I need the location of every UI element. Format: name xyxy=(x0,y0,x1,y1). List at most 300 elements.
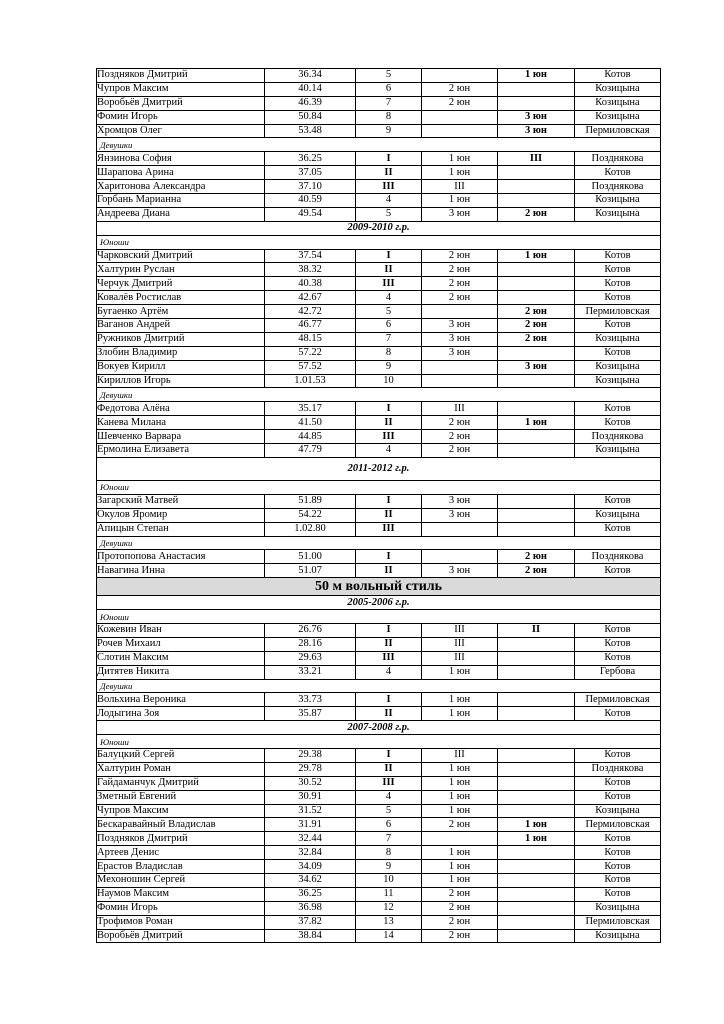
athlete-name: Ермолина Елизавета xyxy=(97,444,265,458)
place: II xyxy=(356,166,422,180)
awarded-rank xyxy=(498,790,575,804)
place: 9 xyxy=(356,860,422,874)
athlete-name: Ерастов Владислав xyxy=(97,860,265,874)
previous-rank xyxy=(422,360,498,374)
athlete-name: Чупров Максим xyxy=(97,82,265,96)
gender-group-row xyxy=(97,536,661,550)
awarded-rank xyxy=(498,374,575,388)
result-time: 46.77 xyxy=(265,319,356,333)
athlete-name: Кожевин Иван xyxy=(97,623,265,637)
coach-name: Козицына xyxy=(575,360,661,374)
gender-group-row xyxy=(97,679,661,693)
result-time: 32.44 xyxy=(265,832,356,846)
place: 4 xyxy=(356,665,422,679)
coach-name: Котов xyxy=(575,707,661,721)
athlete-name: Федотова Алёна xyxy=(97,402,265,416)
result-row xyxy=(97,665,661,679)
place: 4 xyxy=(356,790,422,804)
previous-rank: 1 юн xyxy=(422,194,498,208)
place: I xyxy=(356,494,422,508)
athlete-name: Зметный Евгений xyxy=(97,790,265,804)
previous-rank: 2 юн xyxy=(422,444,498,458)
previous-rank: 1 юн xyxy=(422,665,498,679)
result-row xyxy=(97,564,661,578)
awarded-rank: 1 юн xyxy=(498,832,575,846)
result-row xyxy=(97,166,661,180)
coach-name: Котов xyxy=(575,402,661,416)
place: 10 xyxy=(356,374,422,388)
previous-rank: 2 юн xyxy=(422,416,498,430)
awarded-rank xyxy=(498,665,575,679)
result-row xyxy=(97,522,661,536)
previous-rank: 2 юн xyxy=(422,901,498,915)
place: 8 xyxy=(356,110,422,124)
results-table-body xyxy=(97,69,661,943)
birth-year-label: 2011-2012 г.р. xyxy=(97,457,661,480)
place: 6 xyxy=(356,82,422,96)
result-time: 41.50 xyxy=(265,416,356,430)
athlete-name: Чупров Максим xyxy=(97,804,265,818)
coach-name: Котов xyxy=(575,166,661,180)
result-time: 47.79 xyxy=(265,444,356,458)
previous-rank: 1 юн xyxy=(422,707,498,721)
result-time: 44.85 xyxy=(265,430,356,444)
result-time: 46.39 xyxy=(265,96,356,110)
awarded-rank xyxy=(498,846,575,860)
result-row xyxy=(97,846,661,860)
athlete-name: Фомин Игорь xyxy=(97,901,265,915)
result-row xyxy=(97,305,661,319)
coach-name: Котов xyxy=(575,846,661,860)
coach-name: Котов xyxy=(575,249,661,263)
result-row xyxy=(97,263,661,277)
coach-name: Котов xyxy=(575,790,661,804)
awarded-rank: 3 юн xyxy=(498,124,575,138)
previous-rank: 2 юн xyxy=(422,277,498,291)
coach-name: Гербова xyxy=(575,665,661,679)
birth-year-label: 2005-2006 г.р. xyxy=(97,596,661,610)
athlete-name: Вокуев Кирилл xyxy=(97,360,265,374)
place: 9 xyxy=(356,124,422,138)
coach-name: Котов xyxy=(575,416,661,430)
athlete-name: Бескаравайный Владислав xyxy=(97,818,265,832)
place: 5 xyxy=(356,804,422,818)
coach-name: Козицына xyxy=(575,444,661,458)
previous-rank: 2 юн xyxy=(422,915,498,929)
gender-group-row xyxy=(97,480,661,494)
previous-rank: 3 юн xyxy=(422,346,498,360)
result-time: 40.14 xyxy=(265,82,356,96)
result-row xyxy=(97,110,661,124)
previous-rank: III xyxy=(422,623,498,637)
place: III xyxy=(356,430,422,444)
result-row xyxy=(97,277,661,291)
awarded-rank xyxy=(498,901,575,915)
previous-rank: 3 юн xyxy=(422,508,498,522)
place: I xyxy=(356,152,422,166)
coach-name: Котов xyxy=(575,860,661,874)
place: II xyxy=(356,564,422,578)
result-row xyxy=(97,96,661,110)
previous-rank xyxy=(422,110,498,124)
place: 6 xyxy=(356,818,422,832)
awarded-rank: 1 юн xyxy=(498,69,575,83)
athlete-name: Харитонова Александра xyxy=(97,180,265,194)
awarded-rank xyxy=(498,494,575,508)
awarded-rank xyxy=(498,651,575,665)
previous-rank: III xyxy=(422,402,498,416)
coach-name: Козицына xyxy=(575,96,661,110)
result-row xyxy=(97,494,661,508)
result-time: 38.84 xyxy=(265,929,356,943)
result-time: 30.91 xyxy=(265,790,356,804)
gender-group-label: Девушки xyxy=(97,138,661,152)
awarded-rank xyxy=(498,804,575,818)
result-row xyxy=(97,818,661,832)
athlete-name: Андреева Диана xyxy=(97,207,265,221)
awarded-rank xyxy=(498,522,575,536)
gender-group-label: Девушки xyxy=(97,679,661,693)
previous-rank xyxy=(422,124,498,138)
coach-name: Котов xyxy=(575,623,661,637)
place: I xyxy=(356,249,422,263)
athlete-name: Чарковский Дмитрий xyxy=(97,249,265,263)
awarded-rank xyxy=(498,402,575,416)
place: I xyxy=(356,748,422,762)
awarded-rank xyxy=(498,762,575,776)
athlete-name: Янзинова София xyxy=(97,152,265,166)
result-time: 57.52 xyxy=(265,360,356,374)
awarded-rank xyxy=(498,929,575,943)
coach-name: Пермиловская xyxy=(575,305,661,319)
athlete-name: Поздняков Дмитрий xyxy=(97,832,265,846)
previous-rank: III xyxy=(422,637,498,651)
coach-name: Пермиловская xyxy=(575,915,661,929)
previous-rank: 1 юн xyxy=(422,846,498,860)
result-time: 33.21 xyxy=(265,665,356,679)
athlete-name: Мехоношин Сергей xyxy=(97,873,265,887)
place: 13 xyxy=(356,915,422,929)
result-time: 37.54 xyxy=(265,249,356,263)
athlete-name: Кириллов Игорь xyxy=(97,374,265,388)
result-row xyxy=(97,319,661,333)
athlete-name: Апицын Степан xyxy=(97,522,265,536)
result-row xyxy=(97,332,661,346)
athlete-name: Поздняков Дмитрий xyxy=(97,69,265,83)
previous-rank: 1 юн xyxy=(422,790,498,804)
result-time: 1.02.80 xyxy=(265,522,356,536)
awarded-rank: 2 юн xyxy=(498,332,575,346)
result-time: 26.76 xyxy=(265,623,356,637)
place: 12 xyxy=(356,901,422,915)
result-row xyxy=(97,69,661,83)
previous-rank: 2 юн xyxy=(422,96,498,110)
result-time: 42.72 xyxy=(265,305,356,319)
place: 4 xyxy=(356,194,422,208)
coach-name: Котов xyxy=(575,277,661,291)
coach-name: Пермиловская xyxy=(575,693,661,707)
place: I xyxy=(356,693,422,707)
gender-group-row xyxy=(97,735,661,749)
result-row xyxy=(97,194,661,208)
awarded-rank xyxy=(498,873,575,887)
awarded-rank xyxy=(498,860,575,874)
place: I xyxy=(356,550,422,564)
awarded-rank xyxy=(498,637,575,651)
awarded-rank xyxy=(498,707,575,721)
result-time: 38.32 xyxy=(265,263,356,277)
result-time: 34.09 xyxy=(265,860,356,874)
result-time: 42.67 xyxy=(265,291,356,305)
athlete-name: Канева Милана xyxy=(97,416,265,430)
place: 4 xyxy=(356,291,422,305)
result-row xyxy=(97,444,661,458)
result-time: 48.15 xyxy=(265,332,356,346)
athlete-name: Халтурин Руслан xyxy=(97,263,265,277)
gender-group-label: Юноши xyxy=(97,480,661,494)
previous-rank: 1 юн xyxy=(422,152,498,166)
birth-year-row xyxy=(97,721,661,735)
result-time: 28.16 xyxy=(265,637,356,651)
athlete-name: Балуцкий Сергей xyxy=(97,748,265,762)
awarded-rank xyxy=(498,915,575,929)
athlete-name: Загарский Матвей xyxy=(97,494,265,508)
result-time: 37.10 xyxy=(265,180,356,194)
result-row xyxy=(97,693,661,707)
coach-name: Котов xyxy=(575,873,661,887)
coach-name: Козицына xyxy=(575,901,661,915)
result-row xyxy=(97,346,661,360)
birth-year-row xyxy=(97,596,661,610)
result-time: 40.59 xyxy=(265,194,356,208)
athlete-name: Шарапова Арина xyxy=(97,166,265,180)
athlete-name: Ваганов Андрей xyxy=(97,319,265,333)
coach-name: Козицына xyxy=(575,332,661,346)
place: II xyxy=(356,637,422,651)
coach-name: Козицына xyxy=(575,82,661,96)
previous-rank: III xyxy=(422,651,498,665)
place: 7 xyxy=(356,832,422,846)
result-time: 31.52 xyxy=(265,804,356,818)
result-time: 35.17 xyxy=(265,402,356,416)
awarded-rank: 2 юн xyxy=(498,305,575,319)
awarded-rank xyxy=(498,693,575,707)
place: 5 xyxy=(356,207,422,221)
previous-rank: 1 юн xyxy=(422,804,498,818)
place: III xyxy=(356,277,422,291)
result-row xyxy=(97,762,661,776)
awarded-rank xyxy=(498,82,575,96)
place: II xyxy=(356,416,422,430)
coach-name: Котов xyxy=(575,564,661,578)
athlete-name: Бугаенко Артём xyxy=(97,305,265,319)
result-row xyxy=(97,651,661,665)
result-time: 54.22 xyxy=(265,508,356,522)
awarded-rank xyxy=(498,180,575,194)
awarded-rank xyxy=(498,194,575,208)
awarded-rank xyxy=(498,291,575,305)
athlete-name: Лодыгина Зоя xyxy=(97,707,265,721)
coach-name: Козицына xyxy=(575,110,661,124)
coach-name: Котов xyxy=(575,748,661,762)
previous-rank: 2 юн xyxy=(422,249,498,263)
athlete-name: Навагина Инна xyxy=(97,564,265,578)
coach-name: Козицына xyxy=(575,374,661,388)
awarded-rank: II xyxy=(498,623,575,637)
coach-name: Пермиловская xyxy=(575,124,661,138)
previous-rank: 2 юн xyxy=(422,82,498,96)
result-row xyxy=(97,860,661,874)
result-time: 34.62 xyxy=(265,873,356,887)
awarded-rank: 2 юн xyxy=(498,207,575,221)
awarded-rank xyxy=(498,887,575,901)
place: 9 xyxy=(356,360,422,374)
awarded-rank xyxy=(498,277,575,291)
place: 7 xyxy=(356,96,422,110)
place: III xyxy=(356,522,422,536)
previous-rank xyxy=(422,374,498,388)
previous-rank: 1 юн xyxy=(422,776,498,790)
result-time: 29.38 xyxy=(265,748,356,762)
awarded-rank: III xyxy=(498,152,575,166)
place: II xyxy=(356,508,422,522)
previous-rank: 3 юн xyxy=(422,319,498,333)
result-row xyxy=(97,804,661,818)
place: II xyxy=(356,263,422,277)
place: 8 xyxy=(356,346,422,360)
coach-name: Котов xyxy=(575,346,661,360)
athlete-name: Воробьёв Дмитрий xyxy=(97,96,265,110)
result-row xyxy=(97,360,661,374)
place: 8 xyxy=(356,846,422,860)
result-row xyxy=(97,291,661,305)
coach-name: Позднякова xyxy=(575,550,661,564)
place: 10 xyxy=(356,873,422,887)
result-row xyxy=(97,430,661,444)
coach-name: Козицына xyxy=(575,194,661,208)
event-header-row xyxy=(97,578,661,596)
awarded-rank xyxy=(498,346,575,360)
place: 4 xyxy=(356,444,422,458)
result-row xyxy=(97,402,661,416)
result-row xyxy=(97,637,661,651)
place: III xyxy=(356,180,422,194)
coach-name: Котов xyxy=(575,291,661,305)
athlete-name: Протопопова Анастасия xyxy=(97,550,265,564)
result-row xyxy=(97,873,661,887)
previous-rank: 3 юн xyxy=(422,207,498,221)
athlete-name: Шевченко Варвара xyxy=(97,430,265,444)
birth-year-label: 2007-2008 г.р. xyxy=(97,721,661,735)
result-row xyxy=(97,707,661,721)
awarded-rank xyxy=(498,263,575,277)
gender-group-label: Юноши xyxy=(97,235,661,249)
coach-name: Котов xyxy=(575,832,661,846)
result-time: 35.87 xyxy=(265,707,356,721)
result-time: 37.05 xyxy=(265,166,356,180)
coach-name: Котов xyxy=(575,494,661,508)
result-row xyxy=(97,550,661,564)
coach-name: Пермиловская xyxy=(575,818,661,832)
coach-name: Котов xyxy=(575,263,661,277)
result-row xyxy=(97,152,661,166)
place: 5 xyxy=(356,305,422,319)
athlete-name: Горбань Марианна xyxy=(97,194,265,208)
previous-rank xyxy=(422,69,498,83)
coach-name: Котов xyxy=(575,319,661,333)
gender-group-label: Девушки xyxy=(97,536,661,550)
previous-rank: 2 юн xyxy=(422,887,498,901)
previous-rank: 1 юн xyxy=(422,873,498,887)
results-sheet xyxy=(96,68,660,943)
coach-name: Котов xyxy=(575,522,661,536)
gender-group-row xyxy=(97,235,661,249)
previous-rank: 2 юн xyxy=(422,929,498,943)
previous-rank xyxy=(422,305,498,319)
birth-year-row xyxy=(97,457,661,480)
previous-rank: 2 юн xyxy=(422,818,498,832)
result-row xyxy=(97,249,661,263)
coach-name: Позднякова xyxy=(575,180,661,194)
previous-rank: 2 юн xyxy=(422,291,498,305)
athlete-name: Черчук Дмитрий xyxy=(97,277,265,291)
previous-rank: 3 юн xyxy=(422,564,498,578)
awarded-rank xyxy=(498,96,575,110)
result-row xyxy=(97,832,661,846)
previous-rank: 2 юн xyxy=(422,430,498,444)
place: III xyxy=(356,651,422,665)
result-time: 30.52 xyxy=(265,776,356,790)
awarded-rank: 2 юн xyxy=(498,550,575,564)
result-row xyxy=(97,887,661,901)
gender-group-label: Юноши xyxy=(97,735,661,749)
athlete-name: Халтурин Роман xyxy=(97,762,265,776)
previous-rank xyxy=(422,522,498,536)
place: I xyxy=(356,623,422,637)
result-row xyxy=(97,416,661,430)
coach-name: Позднякова xyxy=(575,762,661,776)
result-row xyxy=(97,508,661,522)
athlete-name: Фомин Игорь xyxy=(97,110,265,124)
previous-rank xyxy=(422,550,498,564)
place: 11 xyxy=(356,887,422,901)
awarded-rank xyxy=(498,444,575,458)
result-time: 37.82 xyxy=(265,915,356,929)
results-table xyxy=(96,68,661,943)
result-row xyxy=(97,776,661,790)
gender-group-row xyxy=(97,610,661,624)
coach-name: Котов xyxy=(575,69,661,83)
athlete-name: Гайдаманчук Дмитрий xyxy=(97,776,265,790)
result-time: 51.89 xyxy=(265,494,356,508)
place: 7 xyxy=(356,332,422,346)
result-time: 57.22 xyxy=(265,346,356,360)
gender-group-row xyxy=(97,138,661,152)
coach-name: Позднякова xyxy=(575,152,661,166)
athlete-name: Наумов Максим xyxy=(97,887,265,901)
athlete-name: Артеев Денис xyxy=(97,846,265,860)
place: 14 xyxy=(356,929,422,943)
awarded-rank: 1 юн xyxy=(498,416,575,430)
previous-rank: 2 юн xyxy=(422,263,498,277)
result-time: 51.07 xyxy=(265,564,356,578)
result-row xyxy=(97,124,661,138)
awarded-rank: 2 юн xyxy=(498,319,575,333)
awarded-rank: 1 юн xyxy=(498,249,575,263)
awarded-rank xyxy=(498,748,575,762)
gender-group-label: Юноши xyxy=(97,610,661,624)
athlete-name: Окулов Яромир xyxy=(97,508,265,522)
